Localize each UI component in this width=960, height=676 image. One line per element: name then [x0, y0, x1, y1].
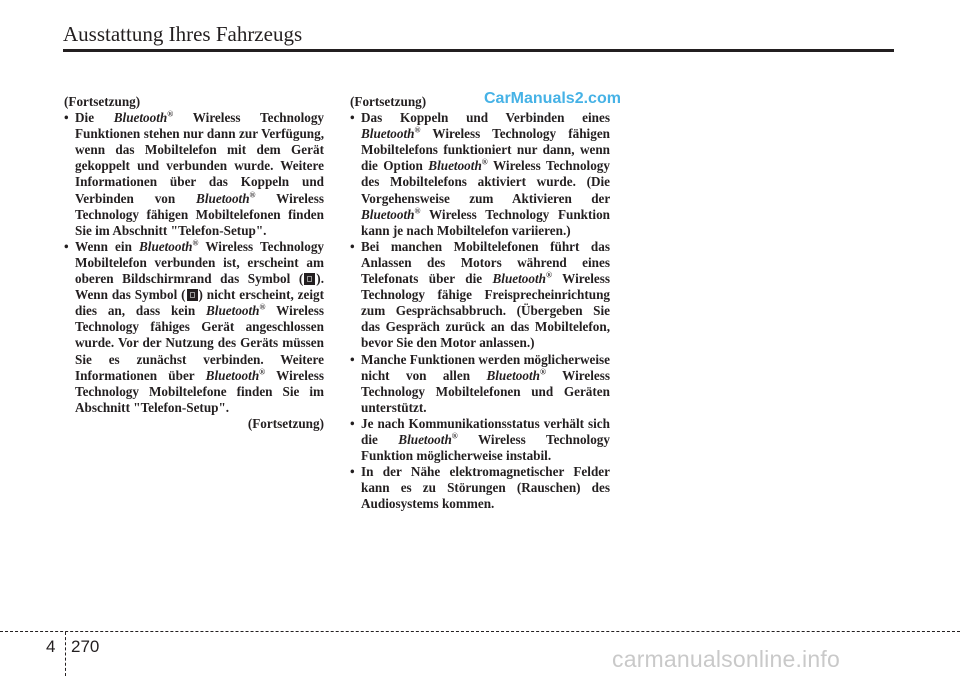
item-text: Wireless Technology Mobiltelefone finden Sie im Abschnitt "Telefon-Setup". — [75, 367, 325, 415]
chapter-number: 4 — [46, 637, 56, 656]
bluetooth-word: Bluetooth — [486, 367, 540, 383]
bluetooth-term — [486, 368, 545, 383]
bluetooth-term — [361, 207, 420, 222]
registered-mark: ® — [167, 109, 174, 119]
bluetooth-word: Bluetooth — [428, 158, 482, 174]
item-text: Bei manchen Mobiltelefonen führt das Anlassen des Motors während eines Telefonats über die — [361, 238, 610, 287]
bluetooth-term — [361, 126, 420, 141]
bluetooth-word: Bluetooth — [196, 190, 250, 206]
bluetooth-word: Bluetooth — [398, 431, 452, 447]
registered-mark: ® — [414, 125, 421, 135]
registered-mark: ® — [546, 270, 552, 280]
footer-divider — [65, 632, 66, 676]
item-text: Wireless Technology Funktion möglicherweise instabil. — [361, 431, 610, 464]
item-text: Wireless Technology fähigen Mobiltelefons funktioniert nur dann, wenn die Option — [361, 126, 611, 174]
bluetooth-term — [398, 432, 457, 447]
item-text: In der Nähe elektromagnetischer Felder kann es zu Störungen (Rauschen) des Audiosystems kommen. — [361, 464, 610, 512]
registered-mark: ® — [481, 157, 488, 167]
list-item — [350, 352, 610, 416]
bluetooth-term — [493, 271, 552, 286]
watermark-carmanuals2: CarManuals2.com — [484, 90, 621, 107]
registered-mark: ® — [414, 206, 421, 216]
continuation-label: (Fortsetzung) — [247, 415, 324, 431]
item-text: ). Wenn das Symbol ( — [75, 271, 324, 303]
watermark-carmanualsonline: carmanualsonline.info — [612, 646, 840, 672]
list-item — [350, 110, 610, 239]
item-text: Wireless Technology Funktion kann je nach Mobiltelefon variieren.) — [361, 206, 611, 238]
item-text: Wireless Technology fähige Freisprecheinrichtung zum Gesprächsabbruch. (Übergeben Sie das Gespräch zurück an das Mobiltelefon, bevor Sie den Motor anlassen.) — [361, 271, 610, 351]
item-text: Wireless Technology Mobiltelefon verbunden ist, erscheint am oberen Bildschirmrand das Symbol ( — [75, 238, 325, 287]
bluetooth-term — [206, 303, 265, 318]
registered-mark: ® — [249, 190, 256, 200]
item-text: Manche Funktionen werden möglicherweise nicht von allen — [361, 351, 610, 383]
registered-mark: ® — [539, 367, 546, 377]
bluetooth-word: Bluetooth — [205, 367, 260, 383]
right-column — [350, 94, 610, 512]
footer-rule — [0, 631, 960, 632]
bluetooth-word: Bluetooth — [361, 206, 415, 222]
registered-mark: ® — [259, 367, 266, 377]
bluetooth-word: Bluetooth — [206, 303, 260, 319]
item-text: Wireless Technology des Mobiltelefons aktiviert wurde. (Die Vorgehensweise zum Aktivieren der — [361, 158, 610, 206]
bluetooth-connected-icon — [304, 273, 315, 285]
bluetooth-word: Bluetooth — [361, 126, 415, 142]
item-text: Wireless Technology fähigen Mobiltelefonen finden Sie im Abschnitt "Telefon-Setup". — [75, 190, 324, 238]
bluetooth-word: Bluetooth — [113, 110, 168, 126]
item-text: Die — [75, 110, 95, 126]
bluetooth-term — [139, 239, 198, 254]
bluetooth-word: Bluetooth — [138, 238, 193, 254]
page-number: 270 — [71, 637, 100, 656]
item-text: Wireless Technology Mobiltelefonen und Geräten unterstützt. — [361, 367, 611, 415]
bluetooth-connected-icon — [187, 289, 198, 301]
bluetooth-term — [196, 191, 255, 206]
registered-mark: ® — [192, 238, 199, 248]
list-item — [64, 110, 324, 239]
item-text: Wenn ein — [75, 238, 132, 254]
item-text: Je nach Kommunikationsstatus verhält sich die — [361, 415, 610, 447]
registered-mark: ® — [259, 302, 266, 312]
bluetooth-term — [428, 158, 487, 173]
header-rule — [63, 49, 894, 52]
list-item — [350, 416, 610, 464]
continuation-label: (Fortsetzung) — [350, 94, 427, 109]
section-title: Ausstattung Ihres Fahrzeugs — [63, 22, 303, 46]
item-text: Wireless Technology Funktionen stehen nur dann zur Verfügung, wenn das Mobiltelefon mit dem Gerät gekoppelt und verbunden wurde. Weitere Informationen über das Koppeln und Verbinden von — [75, 110, 325, 206]
bluetooth-word: Bluetooth — [492, 271, 546, 287]
registered-mark: ® — [451, 431, 458, 441]
item-text: Das Koppeln und Verbinden eines — [361, 110, 610, 126]
list-item — [350, 464, 610, 512]
continuation-label: (Fortsetzung) — [64, 94, 141, 109]
list-item — [64, 239, 324, 416]
bluetooth-term — [206, 368, 265, 383]
item-text: ) nicht erscheint, zeigt dies an, dass kein — [75, 287, 324, 319]
list-item — [350, 239, 610, 352]
left-column — [64, 94, 324, 432]
item-text: Wireless Technology fähiges Gerät angeschlossen wurde. Vor der Nutzung des Geräts müssen Sie es zunächst verbinden. Weitere Informationen über — [75, 303, 324, 383]
bluetooth-term — [114, 110, 173, 125]
